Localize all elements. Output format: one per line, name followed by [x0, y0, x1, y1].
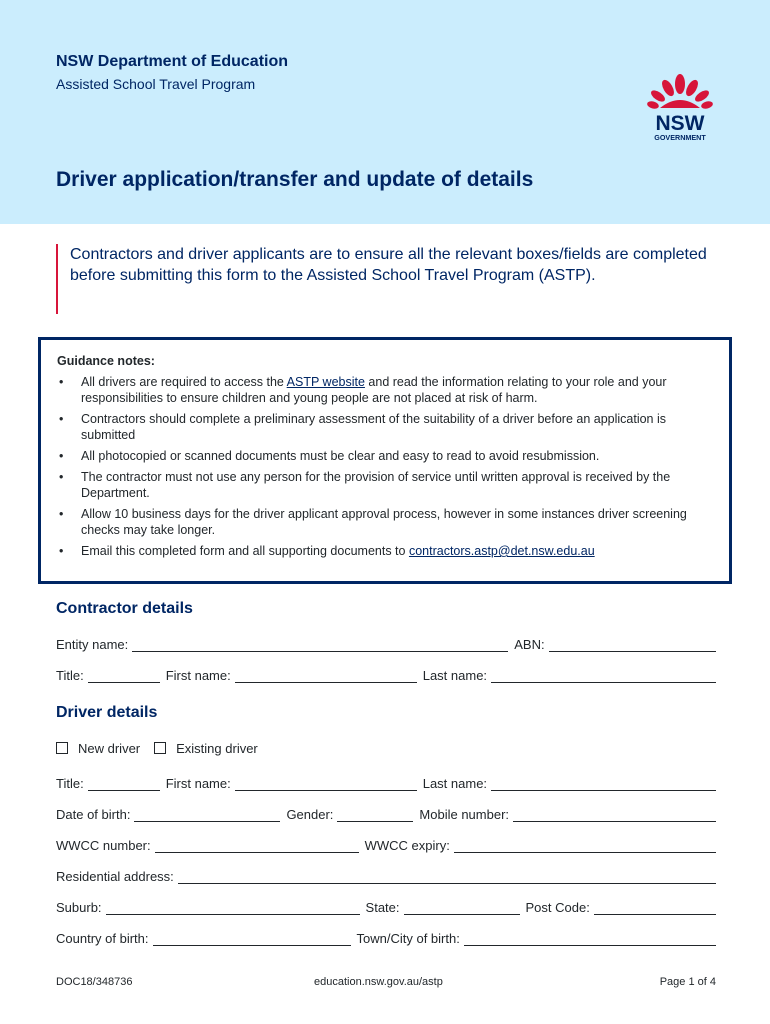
driver-birthplace-row	[56, 926, 716, 946]
contractor-title-field[interactable]	[88, 668, 160, 683]
guidance-notes-box	[38, 337, 732, 584]
driver-type-row	[56, 738, 716, 758]
checkbox-box[interactable]	[154, 742, 166, 754]
driver-first-name-field[interactable]	[235, 776, 417, 791]
driver-dob-row	[56, 802, 716, 822]
driver-first-name-label: First name:	[165, 776, 231, 791]
country-label: Country of birth:	[56, 931, 149, 946]
guidance-heading: Guidance notes:	[57, 354, 155, 368]
suburb-field[interactable]	[106, 900, 360, 915]
wwcc-number-label: WWCC number:	[56, 838, 151, 853]
town-label: Town/City of birth:	[356, 931, 460, 946]
astp-website-link[interactable]: ASTP website	[286, 375, 365, 389]
guidance-item: • The contractor must not use any person for the provision of service until written approval is received by the Department.	[57, 469, 711, 501]
dob-label: Date of birth:	[56, 807, 131, 822]
driver-suburb-row	[56, 895, 716, 915]
contractor-last-name-field[interactable]	[491, 668, 716, 683]
new-driver-checkbox[interactable]	[56, 741, 140, 756]
contractor-entity-row	[56, 632, 716, 652]
driver-wwcc-row	[56, 833, 716, 853]
new-driver-label: New driver	[78, 740, 141, 756]
intro-text: Contractors and driver applicants are to ensure all the relevant boxes/fields are completed before submitting this form to the Assisted School Travel Program (ASTP).	[56, 244, 716, 314]
contractor-title-label: Title:	[56, 668, 84, 683]
footer-page-number: Page 1 of 4	[659, 976, 716, 988]
guidance-item: • Email this completed form and all supporting documents to contractors.astp@det.nsw.edu.au	[57, 543, 711, 559]
contractor-first-name-label: First name:	[165, 668, 231, 683]
logo-text-government: GOVERNMENT	[654, 133, 706, 142]
driver-last-name-field[interactable]	[491, 776, 716, 791]
contractors-email-link[interactable]: contractors.astp@det.nsw.edu.au	[408, 544, 595, 558]
driver-title-field[interactable]	[88, 776, 160, 791]
driver-name-row	[56, 771, 716, 791]
logo-text-nsw: NSW	[655, 112, 705, 135]
guidance-item: • Contractors should complete a preliminary assessment of the suitability of a driver before an application is submitted	[57, 411, 711, 443]
program-name: Assisted School Travel Program	[56, 76, 256, 92]
dob-field[interactable]	[134, 807, 280, 822]
gender-field[interactable]	[337, 807, 413, 822]
contractor-name-row	[56, 663, 716, 683]
town-field[interactable]	[464, 931, 716, 946]
driver-last-name-label: Last name:	[422, 776, 488, 791]
entity-name-label: Entity name:	[56, 637, 129, 652]
existing-driver-label: Existing driver	[176, 740, 258, 756]
gender-label: Gender:	[286, 807, 334, 822]
driver-address-row	[56, 864, 716, 884]
postcode-label: Post Code:	[525, 900, 590, 915]
driver-details-heading: Driver details	[56, 704, 158, 721]
guidance-item: • All photocopied or scanned documents must be clear and easy to read to avoid resubmission.	[57, 448, 711, 464]
suburb-label: Suburb:	[56, 900, 102, 915]
mobile-field[interactable]	[513, 807, 716, 822]
driver-title-label: Title:	[56, 776, 84, 791]
state-label: State:	[365, 900, 400, 915]
country-field[interactable]	[153, 931, 351, 946]
page-header	[0, 0, 770, 224]
guidance-list	[57, 374, 711, 559]
guidance-item: • All drivers are required to access the ASTP website and read the information relating to your role and your responsibilities to ensure children and young people are not placed at risk of harm.	[57, 374, 711, 406]
contractor-details-heading: Contractor details	[56, 600, 193, 617]
footer-url: education.nsw.gov.au/astp	[314, 976, 443, 988]
existing-driver-checkbox[interactable]	[154, 741, 258, 756]
department-name: NSW Department of Education	[56, 53, 289, 70]
wwcc-expiry-label: WWCC expiry:	[364, 838, 450, 853]
address-field[interactable]	[178, 869, 716, 884]
contractor-last-name-label: Last name:	[422, 668, 488, 683]
footer-doc-id: DOC18/348736	[56, 976, 133, 988]
abn-field[interactable]	[549, 637, 716, 652]
contractor-first-name-field[interactable]	[235, 668, 417, 683]
abn-label: ABN:	[514, 637, 545, 652]
entity-name-field[interactable]	[132, 637, 508, 652]
state-field[interactable]	[404, 900, 520, 915]
nsw-government-logo	[644, 70, 716, 144]
wwcc-number-field[interactable]	[155, 838, 359, 853]
page-title: Driver application/transfer and update of details	[56, 168, 534, 191]
postcode-field[interactable]	[594, 900, 716, 915]
guidance-item: • Allow 10 business days for the driver applicant approval process, however in some instances driver screening checks may take longer.	[57, 506, 711, 538]
mobile-label: Mobile number:	[419, 807, 510, 822]
wwcc-expiry-field[interactable]	[454, 838, 716, 853]
address-label: Residential address:	[56, 869, 174, 884]
checkbox-box[interactable]	[56, 742, 68, 754]
